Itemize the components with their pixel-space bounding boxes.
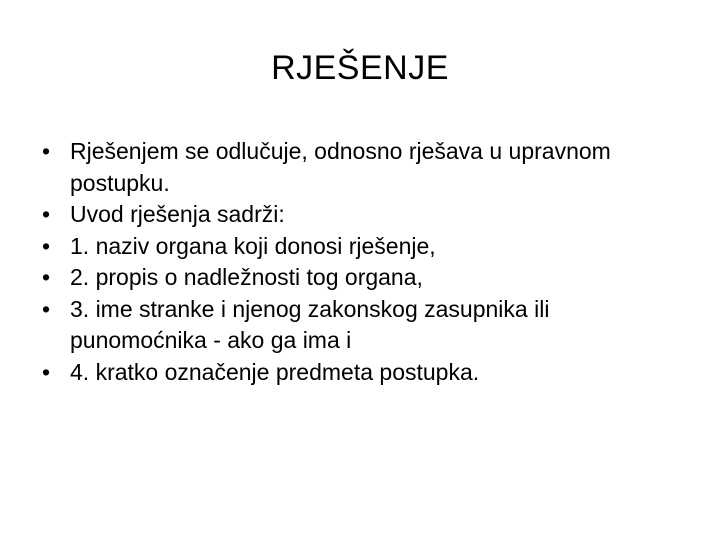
bullet-item <box>36 136 686 199</box>
bullet-dot-icon: • <box>41 295 51 322</box>
bullet-item <box>36 199 686 231</box>
bullet-dot-icon: • <box>41 358 51 385</box>
slide-title: RJEŠENJE <box>271 49 449 87</box>
bullet-text: 3. ime stranke i njenog zakonskog zasupnika ili punomoćnika - ako ga ima i <box>70 295 550 353</box>
bullet-item <box>36 231 686 263</box>
bullet-list <box>36 136 686 388</box>
bullet-item <box>36 357 686 389</box>
bullet-text: Rješenjem se odlučuje, odnosno rješava u upravnom postupku. <box>70 138 611 196</box>
bullet-item <box>36 262 686 294</box>
bullet-text: Uvod rješenja sadrži: <box>70 201 285 227</box>
bullet-dot-icon: • <box>41 264 51 290</box>
bullet-item <box>36 294 686 357</box>
bullet-dot-icon: • <box>41 232 51 259</box>
bullet-text: 2. propis o nadležnosti tog organa, <box>70 264 423 290</box>
bullet-text: 4. kratko označenje predmeta postupka. <box>70 358 480 385</box>
bullet-text: 1. naziv organa koji donosi rješenje, <box>70 232 436 259</box>
bullet-dot-icon: • <box>41 201 51 227</box>
bullet-dot-icon: • <box>41 138 51 164</box>
